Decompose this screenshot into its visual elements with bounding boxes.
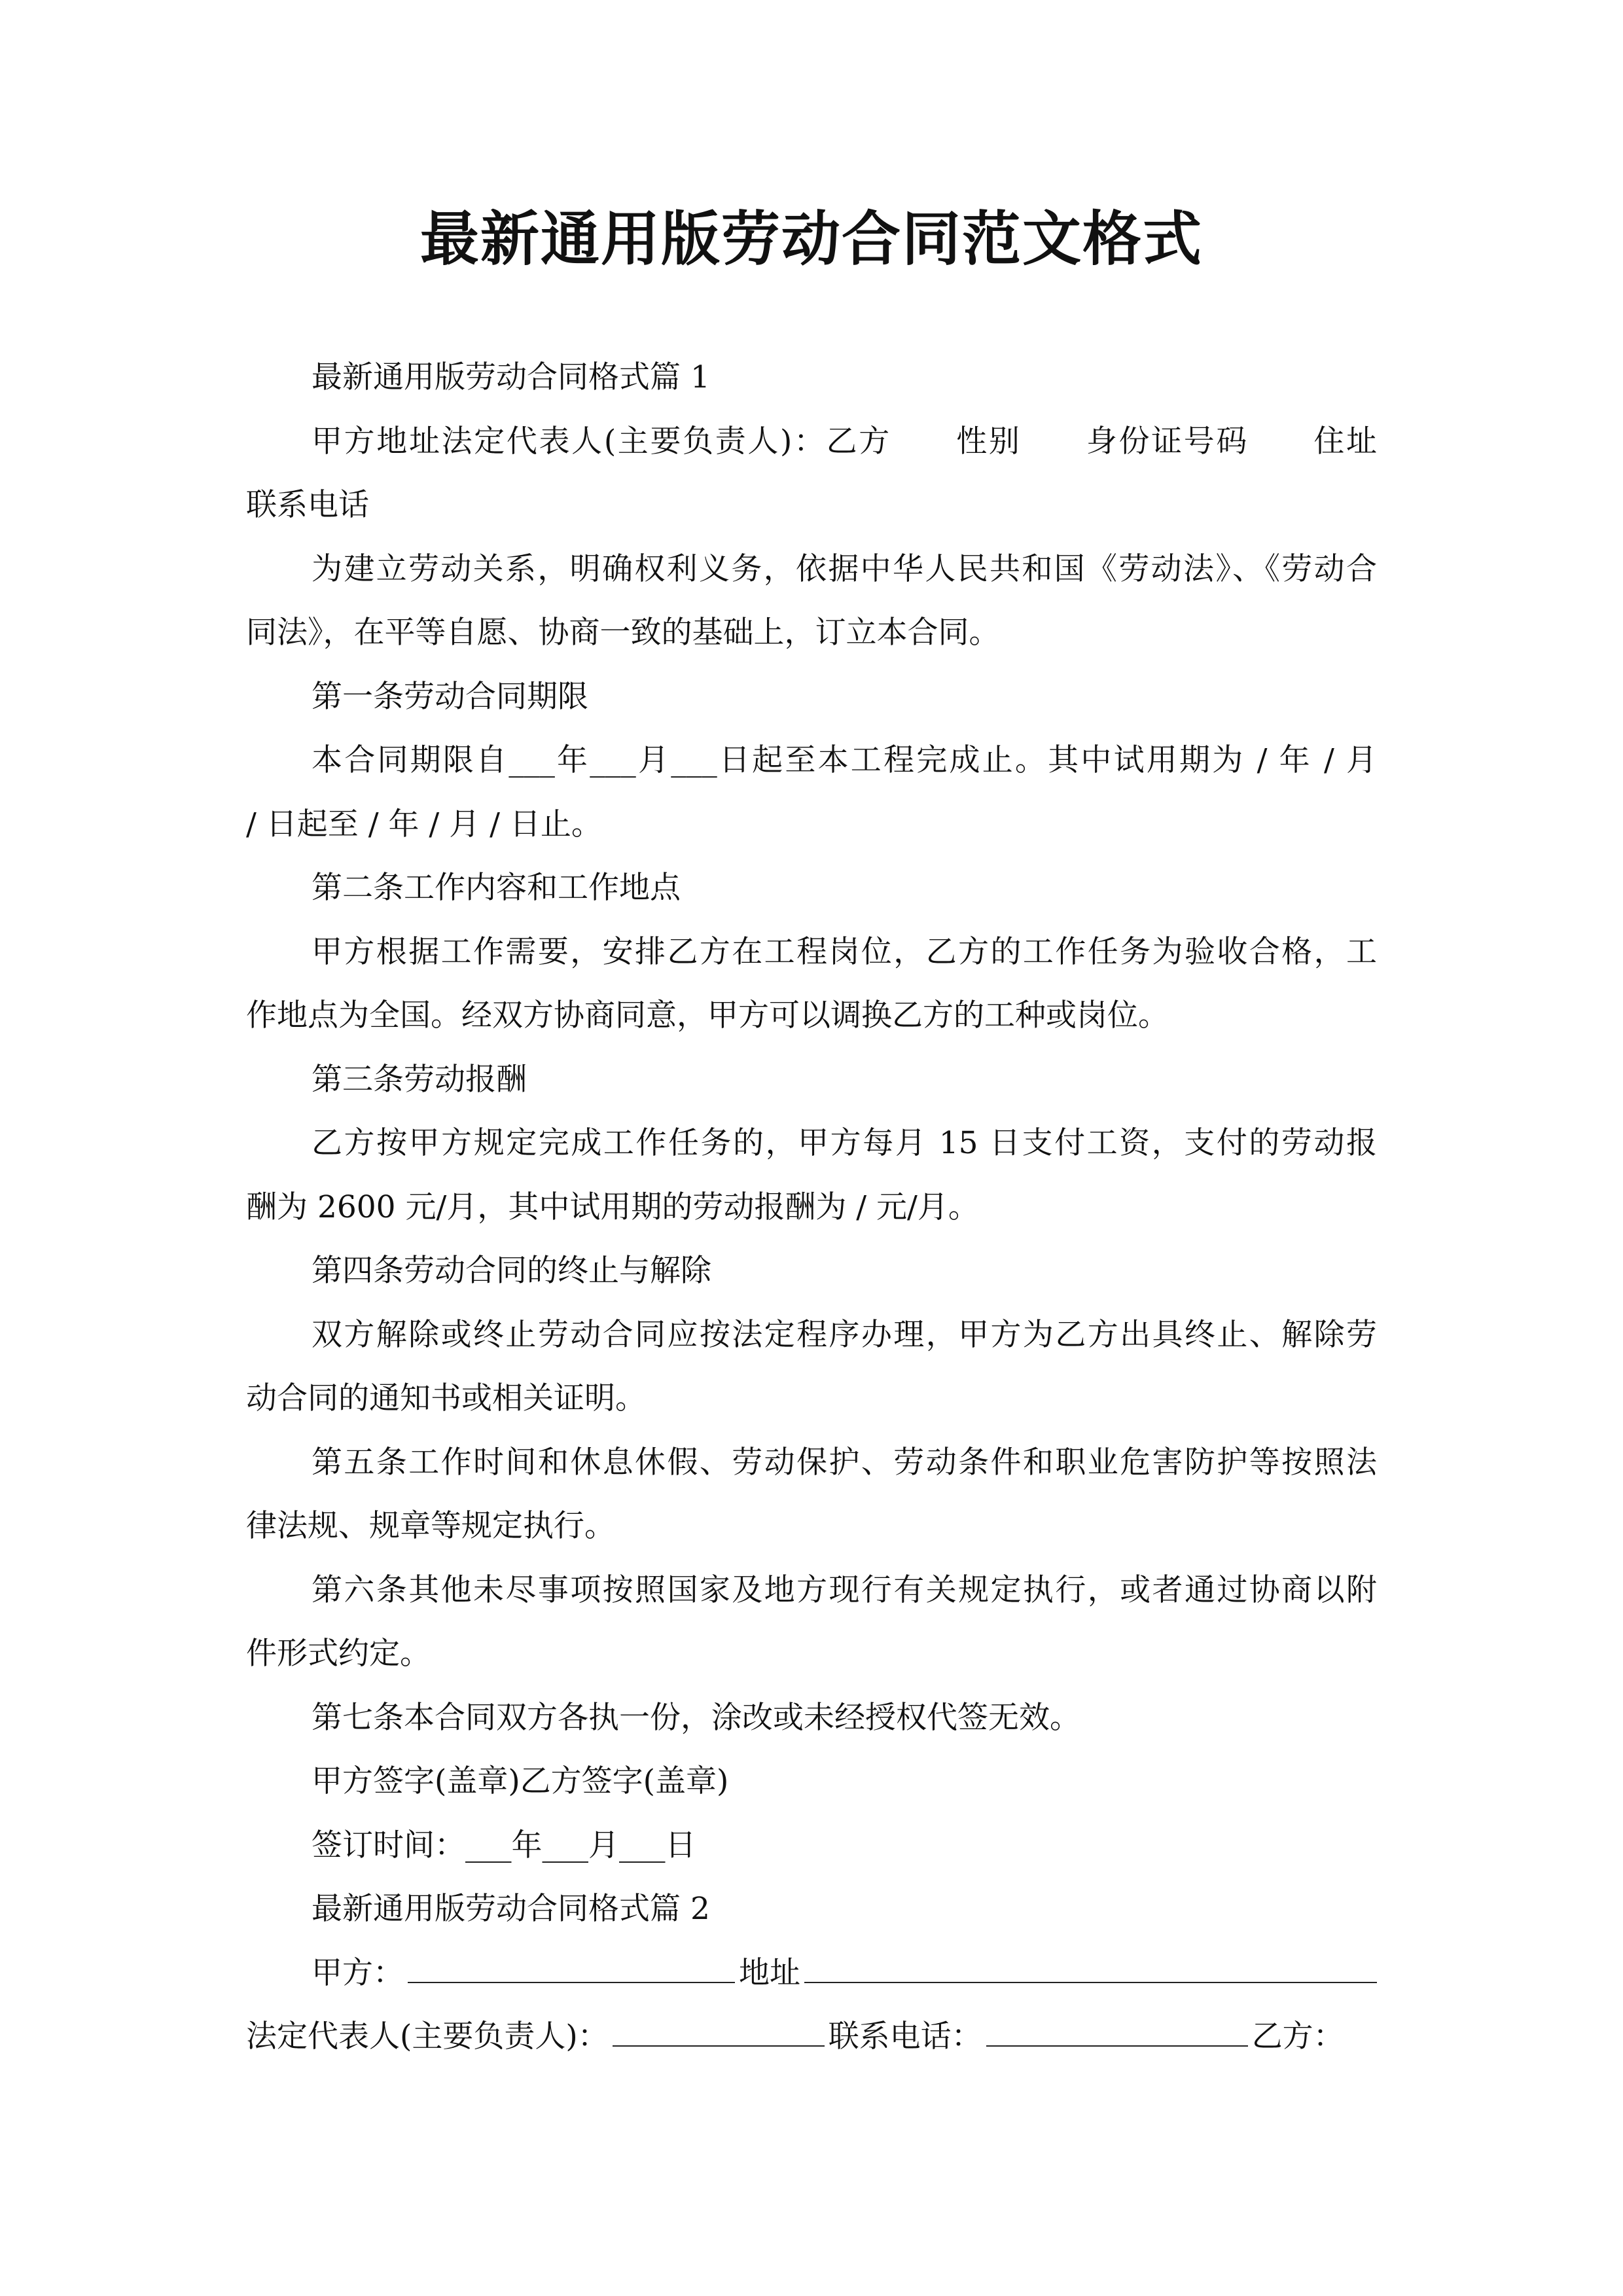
address-label: 地址 <box>739 1954 800 1991</box>
text-line: / 日起至 / 年 / 月 / 日止。 <box>246 806 602 842</box>
text-line: 第七条本合同双方各执一份，涂改或未经授权代签无效。 <box>312 1699 1080 1736</box>
text-line: 甲方签字(盖章)乙方签字(盖章) <box>312 1763 729 1799</box>
text-line: 第五条工作时间和休息休假、劳动保护、劳动条件和职业危害防护等按照法 <box>312 1444 1377 1480</box>
text-line: 最新通用版劳动合同格式篇 2 <box>312 1891 710 1927</box>
paragraph-lines <box>246 346 1377 1941</box>
text-line: 乙方按甲方规定完成工作任务的，甲方每月 15 日支付工资，支付的劳动报 <box>312 1125 1377 1161</box>
text-line: 动合同的通知书或相关证明。 <box>246 1380 646 1416</box>
text-line: 第一条劳动合同期限 <box>312 678 588 715</box>
text-line: 本合同期限自___年___月___日起至本工程完成止。其中试用期为 / 年 / 月 <box>312 742 1377 778</box>
address-blank <box>804 1943 1377 1983</box>
text-line: 同法》，在平等自愿、协商一致的基础上，订立本合同。 <box>246 615 1000 651</box>
phone-label: 联系电话： <box>828 2018 982 2054</box>
text-line: 甲方地址法定代表人(主要负责人)：乙方 性别 身份证号码 住址 <box>312 423 1377 459</box>
legal-rep-blank <box>613 2006 825 2047</box>
text-line: 签订时间：___年___月___日 <box>312 1827 696 1863</box>
text-line: 作地点为全国。经双方协商同意，甲方可以调换乙方的工种或岗位。 <box>246 997 1169 1033</box>
party-a-blank <box>408 1943 735 1983</box>
text-line: 双方解除或终止劳动合同应按法定程序办理，甲方为乙方出具终止、解除劳 <box>312 1316 1377 1353</box>
text-line: 第四条劳动合同的终止与解除 <box>312 1253 711 1289</box>
text-line: 律法规、规章等规定执行。 <box>246 1508 615 1544</box>
form-line-party-a <box>246 1941 1377 2005</box>
phone-blank <box>986 2006 1248 2047</box>
text-line: 最新通用版劳动合同格式篇 1 <box>312 359 710 395</box>
text-line: 甲方根据工作需要，安排乙方在工程岗位，乙方的工作任务为验收合格，工 <box>312 933 1377 970</box>
document-body <box>246 346 1377 2069</box>
party-b-label: 乙方： <box>1251 2018 1344 2054</box>
text-line: 第三条劳动报酬 <box>312 1061 527 1098</box>
text-line: 件形式约定。 <box>246 1636 431 1672</box>
text-line: 酬为 2600 元/月，其中试用期的劳动报酬为 / 元/月。 <box>246 1189 979 1225</box>
text-line: 第二条工作内容和工作地点 <box>312 870 681 906</box>
party-a-label: 甲方： <box>312 1954 404 1991</box>
document-title: 最新通用版劳动合同范文格式 <box>420 204 1203 274</box>
legal-rep-label: 法定代表人(主要负责人)： <box>246 2018 609 2054</box>
form-line-legal-rep <box>246 2005 1377 2069</box>
text-line: 为建立劳动关系，明确权利义务，依据中华人民共和国《劳动法》、《劳动合 <box>312 550 1377 587</box>
text-line: 联系电话 <box>246 487 369 523</box>
text-line: 第六条其他未尽事项按照国家及地方现行有关规定执行，或者通过协商以附 <box>312 1571 1377 1608</box>
